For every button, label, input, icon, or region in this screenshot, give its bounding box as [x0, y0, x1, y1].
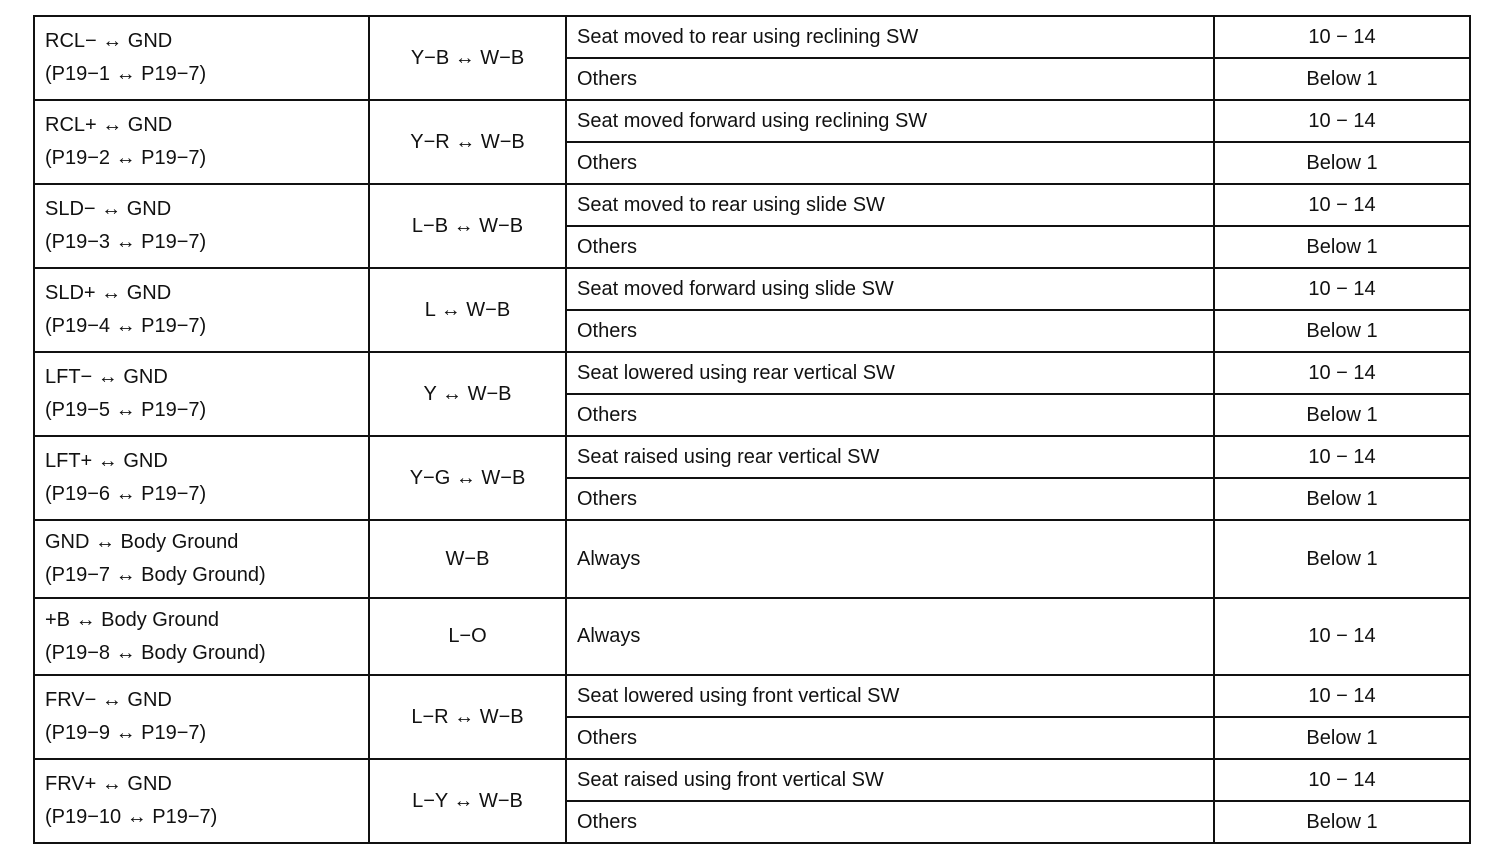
terminal-name: GND ↔ Body Ground	[45, 531, 239, 553]
terminal-cell	[34, 352, 369, 436]
terminal-cell	[34, 184, 369, 268]
specified-value-cell: 10 − 14	[1214, 100, 1470, 142]
condition-cell: Seat moved forward using reclining SW	[566, 100, 1214, 142]
condition-cell: Seat moved forward using slide SW	[566, 268, 1214, 310]
wire-color-cell: Y−B ↔ W−B	[369, 16, 566, 100]
specified-value-cell: 10 − 14	[1214, 184, 1470, 226]
table-row	[34, 16, 1470, 58]
specified-value-cell: Below 1	[1214, 142, 1470, 184]
wire-color-cell: W−B	[369, 520, 566, 598]
condition-cell: Others	[566, 801, 1214, 843]
wire-color-cell: L−O	[369, 598, 566, 675]
wire-color-cell: L−B ↔ W−B	[369, 184, 566, 268]
terminal-name: LFT− ↔ GND	[45, 366, 168, 388]
wire-color-cell: L ↔ W−B	[369, 268, 566, 352]
condition-cell: Others	[566, 142, 1214, 184]
specified-value-cell: Below 1	[1214, 394, 1470, 436]
condition-cell: Others	[566, 226, 1214, 268]
terminal-cell	[34, 100, 369, 184]
terminal-cell	[34, 598, 369, 675]
terminal-name: +B ↔ Body Ground	[45, 608, 219, 631]
specified-value-cell: Below 1	[1214, 520, 1470, 598]
specified-value-cell: Below 1	[1214, 801, 1470, 843]
terminal-pins: (P19−3 ↔ P19−7)	[45, 231, 207, 253]
terminal-pins: (P19−2 ↔ P19−7)	[45, 147, 207, 169]
table-row	[34, 759, 1470, 801]
specified-value-cell: 10 − 14	[1214, 16, 1470, 58]
table-row	[34, 520, 1470, 598]
condition-cell: Seat lowered using front vertical SW	[566, 675, 1214, 717]
terminal-pins: (P19−4 ↔ P19−7)	[45, 315, 207, 337]
condition-cell: Others	[566, 58, 1214, 100]
terminal-name: RCL+ ↔ GND	[45, 114, 173, 136]
terminal-pins: (P19−9 ↔ P19−7)	[45, 722, 207, 744]
specified-value-cell: 10 − 14	[1214, 759, 1470, 801]
terminal-pins: (P19−8 ↔ Body Ground)	[45, 641, 266, 664]
terminal-name: RCL− ↔ GND	[45, 30, 173, 52]
terminal-pins: (P19−7 ↔ Body Ground)	[45, 564, 266, 586]
terminal-cell	[34, 16, 369, 100]
table-row	[34, 268, 1470, 310]
terminal-cell	[34, 520, 369, 598]
condition-cell: Seat lowered using rear vertical SW	[566, 352, 1214, 394]
specified-value-cell: Below 1	[1214, 717, 1470, 759]
wire-color-cell: L−Y ↔ W−B	[369, 759, 566, 843]
terminal-name: FRV− ↔ GND	[45, 689, 172, 711]
terminal-pins: (P19−5 ↔ P19−7)	[45, 399, 207, 421]
table-row	[34, 598, 1470, 675]
terminal-name: SLD+ ↔ GND	[45, 282, 172, 304]
terminal-pins: (P19−10 ↔ P19−7)	[45, 806, 218, 828]
condition-cell: Always	[566, 520, 1214, 598]
specified-value-cell: 10 − 14	[1214, 598, 1470, 675]
specified-value-cell: 10 − 14	[1214, 436, 1470, 478]
table-row	[34, 100, 1470, 142]
wire-color-cell: Y−R ↔ W−B	[369, 100, 566, 184]
terminal-name: SLD− ↔ GND	[45, 198, 172, 220]
terminal-name: LFT+ ↔ GND	[45, 450, 168, 472]
specified-value-cell: Below 1	[1214, 226, 1470, 268]
condition-cell: Always	[566, 598, 1214, 675]
table-row	[34, 352, 1470, 394]
condition-cell: Seat moved to rear using slide SW	[566, 184, 1214, 226]
condition-cell: Seat moved to rear using reclining SW	[566, 16, 1214, 58]
table-row	[34, 675, 1470, 717]
terminal-cell	[34, 436, 369, 520]
terminal-cell	[34, 759, 369, 843]
condition-cell: Seat raised using rear vertical SW	[566, 436, 1214, 478]
terminal-pins: (P19−1 ↔ P19−7)	[45, 63, 207, 85]
specified-value-cell: Below 1	[1214, 58, 1470, 100]
specified-value-cell: Below 1	[1214, 478, 1470, 520]
specified-value-cell: 10 − 14	[1214, 675, 1470, 717]
terminal-name: FRV+ ↔ GND	[45, 773, 172, 795]
terminal-inspection-table	[33, 15, 1471, 844]
condition-cell: Seat raised using front vertical SW	[566, 759, 1214, 801]
condition-cell: Others	[566, 717, 1214, 759]
condition-cell: Others	[566, 478, 1214, 520]
terminal-cell	[34, 675, 369, 759]
specified-value-cell: Below 1	[1214, 310, 1470, 352]
wire-color-cell: Y−G ↔ W−B	[369, 436, 566, 520]
table-row	[34, 184, 1470, 226]
specified-value-cell: 10 − 14	[1214, 352, 1470, 394]
wire-color-cell: L−R ↔ W−B	[369, 675, 566, 759]
terminal-pins: (P19−6 ↔ P19−7)	[45, 483, 207, 505]
specified-value-cell: 10 − 14	[1214, 268, 1470, 310]
condition-cell: Others	[566, 394, 1214, 436]
wire-color-cell: Y ↔ W−B	[369, 352, 566, 436]
terminal-cell	[34, 268, 369, 352]
table-row	[34, 436, 1470, 478]
condition-cell: Others	[566, 310, 1214, 352]
